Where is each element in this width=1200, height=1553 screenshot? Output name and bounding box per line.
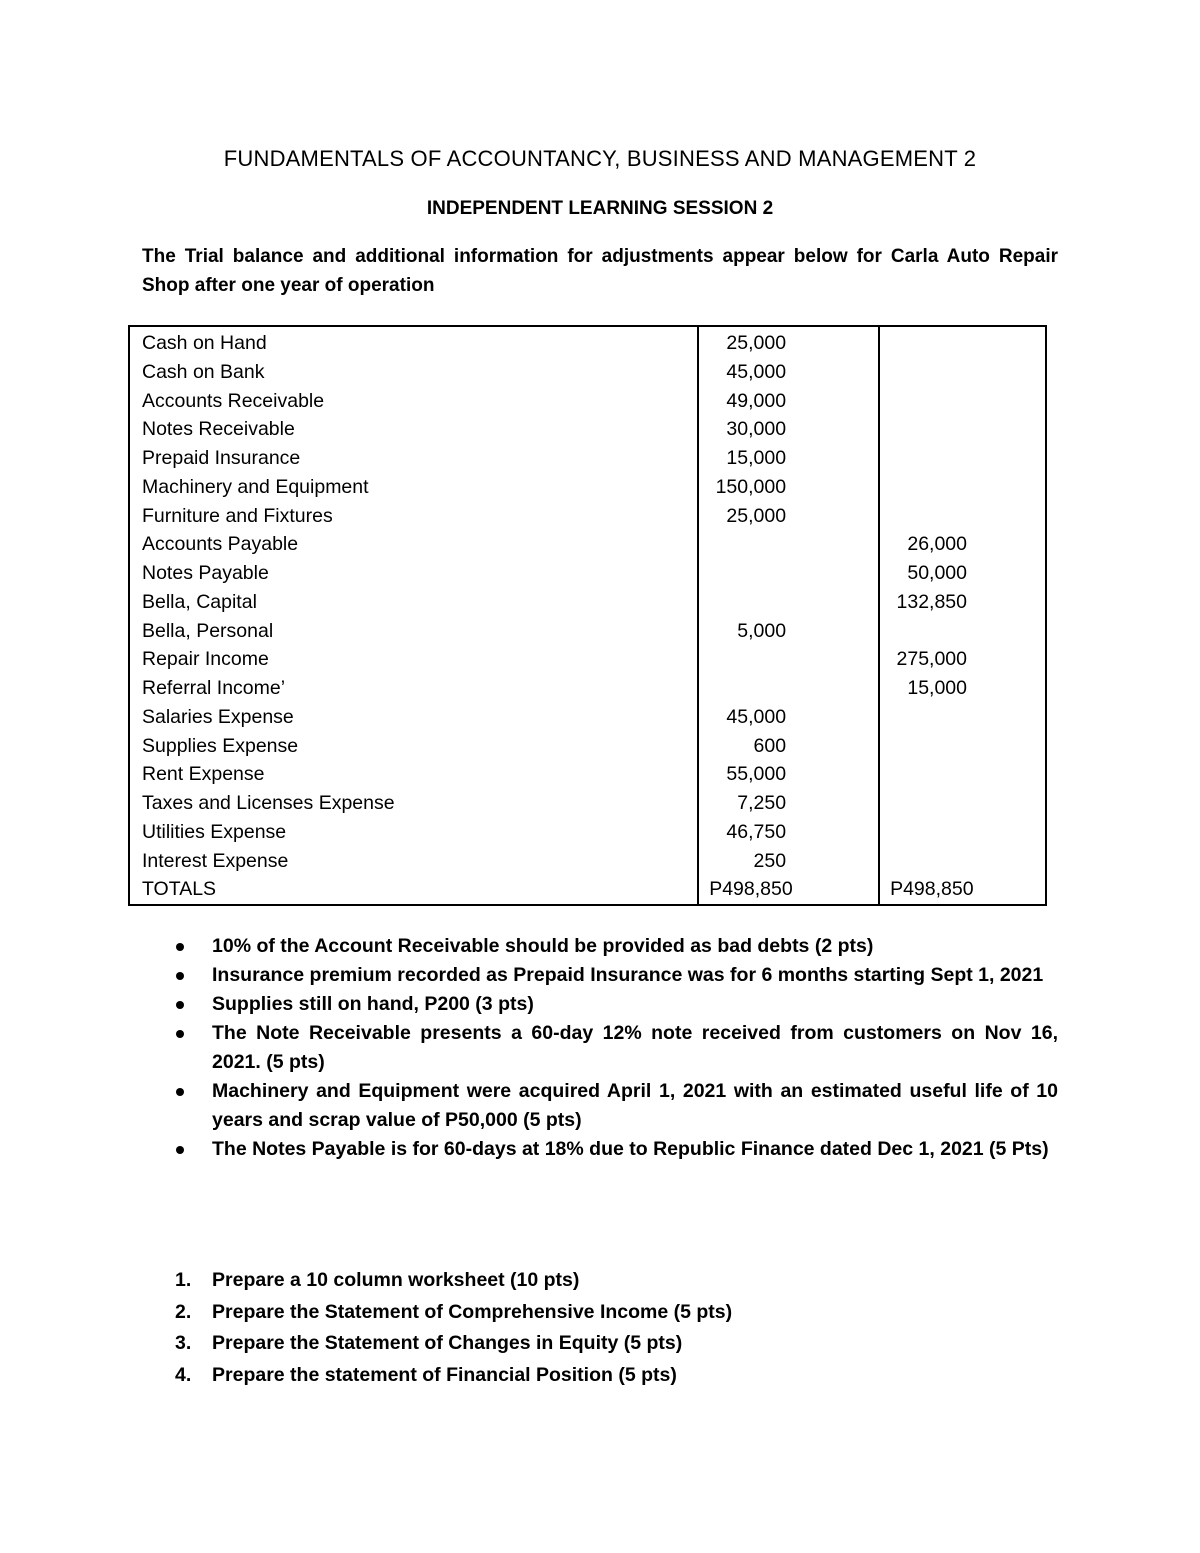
bullet-icon (176, 943, 184, 951)
task-number: 2. (175, 1300, 192, 1323)
table-row (129, 358, 1046, 387)
bullet-icon (176, 1088, 184, 1096)
page-title: FUNDAMENTALS OF ACCOUNTANCY, BUSINESS AND MANAGEMENT 2 (223, 146, 977, 171)
task-number: 3. (175, 1332, 192, 1354)
list-item (142, 1077, 1058, 1135)
credit-amount (879, 732, 1046, 761)
adjustments-list (142, 932, 1058, 1164)
adjustment-text: The Notes Payable is for 60-days at 18% due to Republic Finance dated Dec 1, 2021 (5 Pts) (212, 1138, 1049, 1160)
account-name: Cash on Hand (142, 332, 267, 354)
table-row (129, 387, 1046, 416)
debit-amount: 25,000 (698, 326, 879, 358)
totals-row (129, 875, 1046, 905)
table-row (129, 559, 1046, 588)
debit-amount: 25,000 (698, 502, 879, 531)
task-item (142, 1298, 1058, 1330)
table-row (129, 703, 1046, 732)
account-name: Bella, Personal (142, 619, 274, 642)
task-item (142, 1361, 1058, 1393)
debit-amount: 150,000 (698, 473, 879, 502)
table-row (129, 530, 1046, 559)
credit-amount: 15,000 (879, 674, 1046, 703)
table-row (129, 645, 1046, 674)
credit-amount: 275,000 (879, 645, 1046, 674)
task-text: Prepare the Statement of Comprehensive Income (5 pts) (212, 1300, 733, 1323)
account-name: Bella, Capital (142, 590, 257, 613)
debit-amount (698, 674, 879, 703)
list-item (142, 932, 1058, 961)
credit-amount (879, 789, 1046, 818)
table-row (129, 326, 1046, 358)
bullet-icon (176, 1030, 184, 1038)
debit-amount: 15,000 (698, 444, 879, 473)
credit-amount (879, 847, 1046, 876)
account-name: Repair Income (142, 648, 269, 671)
table-row (129, 502, 1046, 531)
task-item (142, 1266, 1058, 1298)
debit-amount (698, 530, 879, 559)
trial-balance-table (128, 325, 1047, 906)
debit-amount (698, 588, 879, 617)
credit-amount: 50,000 (879, 559, 1046, 588)
debit-amount: 45,000 (698, 358, 879, 387)
account-name: Prepaid Insurance (142, 447, 301, 469)
account-name: Salaries Expense (142, 705, 294, 728)
task-number: 4. (175, 1363, 192, 1386)
credit-amount (879, 703, 1046, 732)
table-row (129, 847, 1046, 876)
table-row (129, 760, 1046, 789)
list-item (142, 990, 1058, 1019)
tasks-list (142, 1266, 1058, 1392)
account-name: Machinery and Equipment (142, 475, 369, 498)
debit-amount: 5,000 (698, 617, 879, 646)
account-name: Accounts Payable (142, 533, 299, 556)
table-row (129, 444, 1046, 473)
bullet-icon (176, 972, 184, 980)
adjustment-text: The Note Receivable presents a 60-day 12% note received from customers on Nov 16, 2021. (5 pts) (212, 1022, 1058, 1073)
debit-amount: 600 (698, 732, 879, 761)
adjustment-text: Supplies still on hand, P200 (3 pts) (212, 993, 534, 1015)
debit-amount: 46,750 (698, 818, 879, 847)
list-item (142, 1135, 1058, 1164)
account-name: Accounts Receivable (142, 389, 325, 412)
bullet-icon (176, 1001, 184, 1009)
account-name: Rent Expense (142, 763, 265, 786)
debit-amount: 49,000 (698, 387, 879, 416)
account-name: Furniture and Fixtures (142, 504, 333, 527)
adjustment-text: 10% of the Account Receivable should be provided as bad debts (2 pts) (212, 935, 874, 957)
credit-amount (879, 760, 1046, 789)
debit-amount (698, 645, 879, 674)
account-name: Supplies Expense (142, 734, 299, 757)
table-row (129, 818, 1046, 847)
credit-amount: 132,850 (879, 588, 1046, 617)
credit-amount (879, 415, 1046, 444)
intro-paragraph: The Trial balance and additional information for adjustments appear below for Carla Auto Repair Shop after one year of operation (142, 246, 1058, 296)
table-row (129, 617, 1046, 646)
task-text: Prepare the Statement of Changes in Equity (5 pts) (212, 1332, 683, 1354)
task-number: 1. (175, 1269, 192, 1291)
account-name: Utilities Expense (142, 820, 287, 843)
table-row (129, 588, 1046, 617)
task-text: Prepare a 10 column worksheet (10 pts) (212, 1269, 580, 1291)
account-name: Cash on Bank (142, 360, 265, 383)
credit-amount: 26,000 (879, 530, 1046, 559)
credit-amount (879, 473, 1046, 502)
account-name: Referral Income’ (142, 677, 286, 699)
credit-amount (879, 617, 1046, 646)
debit-amount: 7,250 (698, 789, 879, 818)
table-row (129, 415, 1046, 444)
credit-amount (879, 387, 1046, 416)
table-row (129, 789, 1046, 818)
totals-label: TOTALS (142, 878, 217, 901)
task-item (142, 1329, 1058, 1361)
adjustment-text: Machinery and Equipment were acquired April 1, 2021 with an estimated useful life of 10 years and scrap value of P50,000 (5 pts) (212, 1080, 1058, 1131)
table-row (129, 473, 1046, 502)
list-item (142, 961, 1058, 990)
table-row (129, 674, 1046, 703)
debit-amount: 30,000 (698, 415, 879, 444)
credit-amount (879, 444, 1046, 473)
bullet-icon (176, 1146, 184, 1154)
page-subtitle: INDEPENDENT LEARNING SESSION 2 (426, 198, 774, 219)
adjustment-text: Insurance premium recorded as Prepaid Insurance was for 6 months starting Sept 1, 2021 (212, 964, 1044, 986)
total-debit: P498,850 (698, 875, 879, 905)
credit-amount (879, 358, 1046, 387)
table-row (129, 732, 1046, 761)
debit-amount (698, 559, 879, 588)
account-name: Taxes and Licenses Expense (142, 792, 395, 814)
debit-amount: 250 (698, 847, 879, 876)
account-name: Notes Payable (142, 562, 269, 584)
total-credit: P498,850 (879, 875, 1046, 905)
account-name: Notes Receivable (142, 418, 295, 441)
list-item (142, 1019, 1058, 1077)
task-text: Prepare the statement of Financial Position (5 pts) (212, 1363, 677, 1386)
debit-amount: 45,000 (698, 703, 879, 732)
credit-amount (879, 818, 1046, 847)
credit-amount (879, 502, 1046, 531)
account-name: Interest Expense (142, 849, 289, 872)
debit-amount: 55,000 (698, 760, 879, 789)
credit-amount (879, 326, 1046, 358)
